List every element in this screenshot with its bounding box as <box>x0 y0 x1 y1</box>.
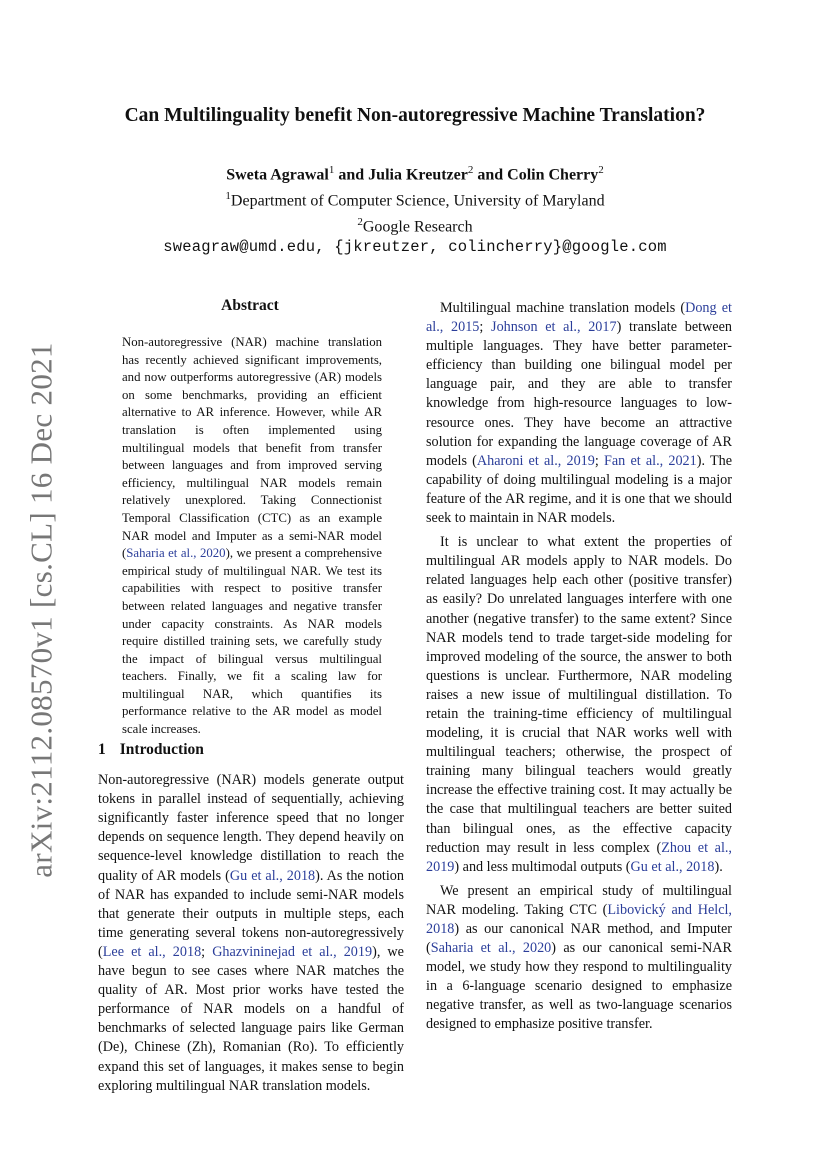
citation-link[interactable]: Gu et al., 2018 <box>229 867 316 884</box>
abstract-heading: Abstract <box>221 297 279 314</box>
citation-link[interactable]: Saharia et al., 2020 <box>430 940 552 957</box>
citation-link[interactable]: Johnson et al., 2017 <box>491 319 617 336</box>
paper-title: Can Multilinguality benefit Non-autoregressive Machine Translation? <box>124 105 706 126</box>
arxiv-identifier: arXiv:2112.08570v1 [cs.CL] 16 Dec 2021 <box>24 342 59 878</box>
intro-paragraph-3: It is unclear to what extent the properties of multilingual AR models apply to NAR models. Do related languages help each other (positive transfer) as easily? Do unrelated languages interfere with one another (negative transfer) to the same extent? Since NAR models tend to trade target-side modeling for improved modeling of the source, the answer to both questions is unclear. Furthermore, NAR modeling raises a new issue of multilingual distillation. To retain the training-time efficiency of multilingual modeling, it is crucial that NAR works well with multilingual teachers; otherwise, the prospect of training many bilingual teachers would greatly increase the effective training cost. It may actually be the case that multilingual teachers are better suited than bilingual ones, as the effective capacity reduction may result in less complex (Zhou et al., 2019) and less multimodal outputs (Gu et al., 2018). <box>426 534 732 875</box>
citation-link[interactable]: Zhou et al., 2019 <box>426 839 732 875</box>
author-emails: sweagraw@umd.edu, {jkreutzer, colincherry}@google.com <box>163 238 667 257</box>
citation-link[interactable]: Dong et al., 2015 <box>426 300 732 336</box>
affiliation-2: $^2$Google Research <box>357 215 473 235</box>
intro-paragraph-4: We present an empirical study of multilingual NAR modeling. Taking CTC (Libovický and Helcl, 2018) as our canonical NAR method, and Imputer (Saharia et al., 2020) as our canonical semi-NAR model, we study how they respond to multilinguality in a 6-language scenario designed to emphasize negative transfer, as well as two-language scenarios designed to emphasize positive transfer. <box>426 882 732 1033</box>
citation-link[interactable]: Libovický and Helcl, 2018 <box>426 901 732 937</box>
citation-link[interactable]: Ghazvininejad et al., 2019 <box>212 943 373 960</box>
right-column <box>426 299 732 1040</box>
affiliation-1: $^1$Department of Computer Science, University of Maryland <box>225 189 605 210</box>
intro-paragraph-1: Non-autoregressive (NAR) models generate output tokens in parallel instead of sequentially, achieving significantly faster inference speed that no longer depends on sequence length. They depend heavily on sequence-level knowledge distillation to reach the quality of AR models (Gu et al., 2018). As the notion of NAR has expanded to include semi-NAR models that generate their outputs in multiple steps, each time generating several tokens non-autoregressively (Lee et al., 2018; Ghazvininejad et al., 2019), we have begun to see cases where NAR matches the quality of AR. Most prior works have tested the performance of NAR models on a handful of benchmarks of selected language pairs like German (De), Chinese (Zh), Romanian (Ro). To efficiently expand this set of languages, it makes sense to begin exploring multilingual NAR translation models. <box>98 772 404 1094</box>
citation-link[interactable]: Fan et al., 2021 <box>603 452 697 469</box>
abstract-text: Non-autoregressive (NAR) machine translation has recently achieved significant improvements, and now outperforms autoregressive (AR) models on some benchmarks, providing an efficient alternative to AR inference. However, while AR translation is often implemented using multilingual models that benefit from transfer between languages and from improved serving efficiency, multilingual NAR models remain relatively unexplored. Taking Connectionist Temporal Classification (CTC) as an example NAR model and Imputer as a semi-NAR model (Saharia et al., 2020), we present a comprehensive empirical study of multilingual NAR. We test its capabilities with respect to positive transfer between related languages and negative transfer under capacity constraints. As NAR models require distilled training sets, we carefully study the impact of bilingual versus multilingual teachers. Finally, we fit a scaling law for multilingual NAR, which quantifies its performance relative to the AR model as model scale increases. <box>122 335 382 737</box>
citation-link[interactable]: Aharoni et al., 2019 <box>476 452 595 469</box>
citation-link[interactable]: Lee et al., 2018 <box>102 943 202 960</box>
left-column <box>98 740 404 1101</box>
author-names: Sweta Agrawal$^1$ and Julia Kreutzer$^2$ and Colin Cherry$^2$ <box>226 164 604 184</box>
author-block <box>60 160 770 258</box>
citation-link[interactable]: Saharia et al., 2020 <box>126 546 226 561</box>
intro-paragraph-2: Multilingual machine translation models (Dong et al., 2015; Johnson et al., 2017) translate between multiple languages. They have better parameter-efficiency than building one bilingual model per language pair, and they are able to transfer knowledge from high-resource languages to low-resource ones. They have become an attractive solution for expanding the language coverage of AR models (Aharoni et al., 2019; Fan et al., 2021). The capability of doing multilingual modeling is a major feature of the AR regime, and it is one that we should seek to maintain in NAR models. <box>426 300 732 527</box>
citation-link[interactable]: Gu et al., 2018 <box>630 858 715 875</box>
section-heading: 1 Introduction <box>98 741 204 758</box>
